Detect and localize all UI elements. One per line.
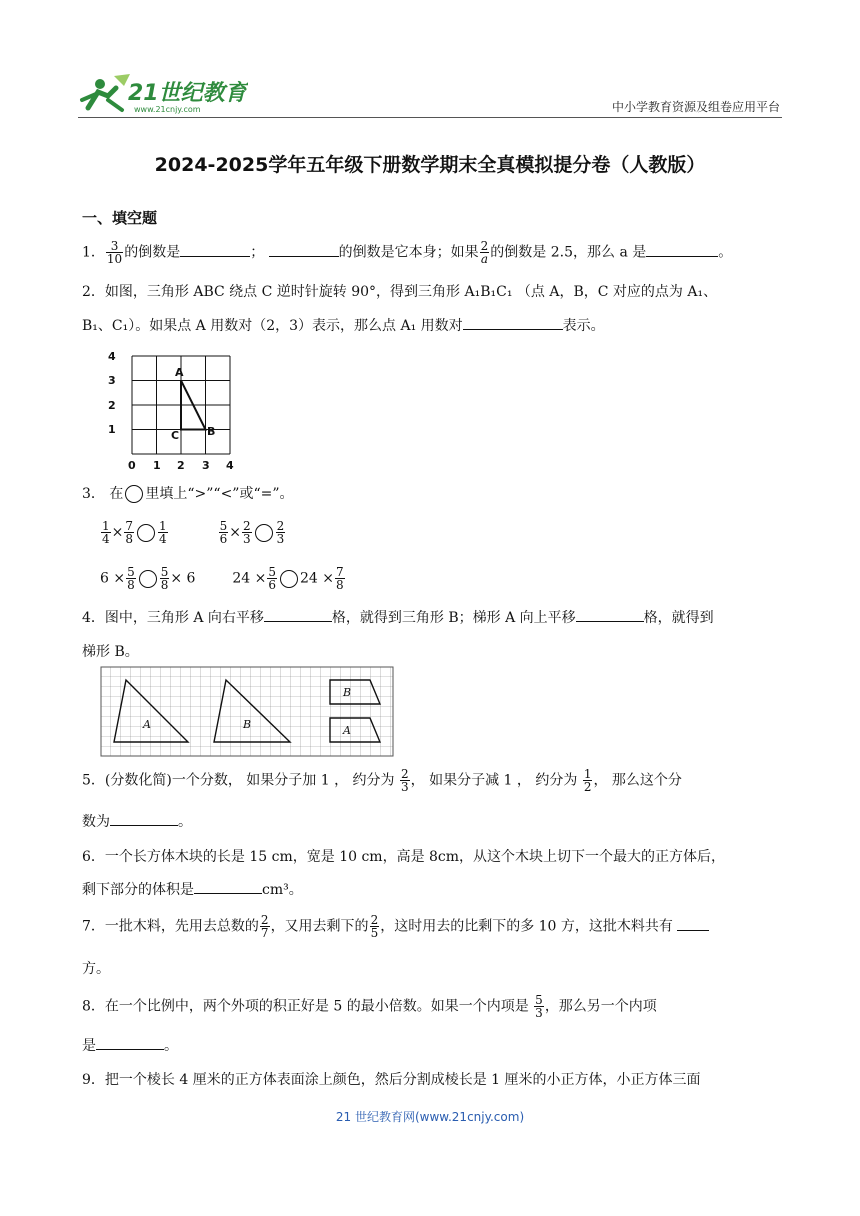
question-5-line1: 5．(分数化简)一个分数， 如果分子加 1 ， 约分为 $\frac{2}{3}$ ， 如果分子减 1 ， 约分为 $\frac{1}{2}$ ， 那么这个分	[82, 767, 682, 794]
question-7-line2: 方。	[82, 961, 110, 977]
svg-text:1: 1	[108, 423, 116, 436]
answer-circle[interactable]	[255, 524, 273, 542]
svg-text:3: 3	[202, 459, 210, 472]
question-3: 3． 在 里填上“>”“<”或“=”。	[82, 486, 294, 502]
answer-blank[interactable]	[576, 607, 644, 622]
answer-circle[interactable]	[139, 570, 157, 588]
compare-row-1: $\frac{1}{4}$ × $\frac{7}{8}$ $\frac{1}{4}$ $\frac{5}{6}$ × $\frac{2}{3}$ $\frac{2}{3}$	[102, 519, 285, 546]
svg-text:4: 4	[226, 459, 234, 472]
svg-text:2: 2	[108, 399, 116, 412]
question-2-line1: 2．如图，三角形 ABC 绕点 C 逆时针旋转 90°，得到三角形 A₁B₁C₁ （点 A，B，C 对应的点为 A₁、	[82, 284, 718, 300]
rotation-grid-figure	[108, 348, 238, 473]
translation-grid-figure	[100, 666, 395, 758]
svg-text:B: B	[243, 718, 252, 731]
question-6-line2: 剩下部分的体积是 cm³。	[82, 878, 780, 902]
platform-name: 中小学教育资源及组卷应用平台	[611, 100, 780, 114]
answer-circle[interactable]	[280, 570, 298, 588]
question-8-line1: 8．在一个比例中，两个外项的积正好是 5 的最小倍数。如果一个内项是 $\frac{5}{3}$ ，那么另一个内项	[82, 993, 657, 1020]
answer-blank[interactable]	[646, 242, 718, 257]
page-title: 2024-2025学年五年级下册数学期末全真模拟提分卷（人教版）	[154, 154, 706, 176]
svg-text:www.21cnjy.com: www.21cnjy.com	[134, 105, 201, 114]
answer-blank[interactable]	[110, 811, 178, 826]
question-9-line1: 9．把一个棱长 4 厘米的正方体表面涂上颜色，然后分割成棱长是 1 厘米的小正方体，小正方体三面	[82, 1072, 701, 1088]
question-7-line1: 7．一批木料，先用去总数的 $\frac{2}{7}$ ，又用去剩下的 $\frac{2}{5}$ ，这时用去的比剩下的多 10 方，这批木料共有	[82, 914, 780, 939]
section-heading: 一、填空题	[82, 209, 158, 227]
svg-text:B: B	[207, 425, 216, 438]
answer-blank[interactable]	[677, 916, 709, 931]
header-divider	[78, 117, 782, 118]
question-8-line2: 是 。	[82, 1034, 780, 1058]
answer-blank[interactable]	[180, 242, 250, 257]
svg-text:A: A	[143, 718, 151, 731]
answer-blank[interactable]	[96, 1035, 164, 1050]
svg-text:A: A	[343, 724, 351, 737]
svg-text:C: C	[171, 429, 180, 442]
logo	[78, 70, 248, 116]
svg-text:B: B	[343, 686, 352, 699]
answer-blank[interactable]	[194, 879, 262, 894]
answer-circle[interactable]	[125, 485, 143, 503]
compare-row-2: 6 × $\frac{5}{8}$ $\frac{5}{8}$ × 6 24 × $\frac{5}{6}$ 24 × $\frac{7}{8}$	[100, 565, 344, 592]
svg-text:4: 4	[108, 350, 116, 363]
svg-text:21世纪教育: 21世纪教育	[128, 81, 247, 106]
svg-text:A: A	[175, 366, 184, 379]
svg-text:2: 2	[177, 459, 185, 472]
answer-blank[interactable]	[264, 607, 332, 622]
question-1: 1． $\frac{3}{10}$ 的倒数是 ； 的倒数是它本身；如果 $\frac{2}{a}$ 的倒数是 2.5，那么 a 是 。	[82, 239, 733, 266]
question-4-line1: 4．图中，三角形 A 向右平移 格，就得到三角形 B；梯形 A 向上平移 格，就得到	[82, 606, 780, 630]
answer-circle[interactable]	[137, 524, 155, 542]
answer-blank[interactable]	[463, 315, 563, 330]
question-2-line2: B₁、C₁）。如果点 A 用数对（2，3）表示，那么点 A₁ 用数对 表示。	[82, 314, 780, 338]
svg-text:1: 1	[153, 459, 161, 472]
svg-text:3: 3	[108, 374, 116, 387]
question-5-line2: 数为 。	[82, 810, 780, 834]
question-4-line2: 梯形 B。	[82, 644, 139, 660]
svg-text:0: 0	[128, 459, 136, 472]
footer-link[interactable]: 21 世纪教育网(www.21cnjy.com)	[335, 1110, 525, 1124]
answer-blank[interactable]	[269, 242, 339, 257]
question-6-line1: 6．一个长方体木块的长是 15 cm，宽是 10 cm，高是 8cm，从这个木块上切下一个最大的正方体后，	[82, 849, 726, 865]
